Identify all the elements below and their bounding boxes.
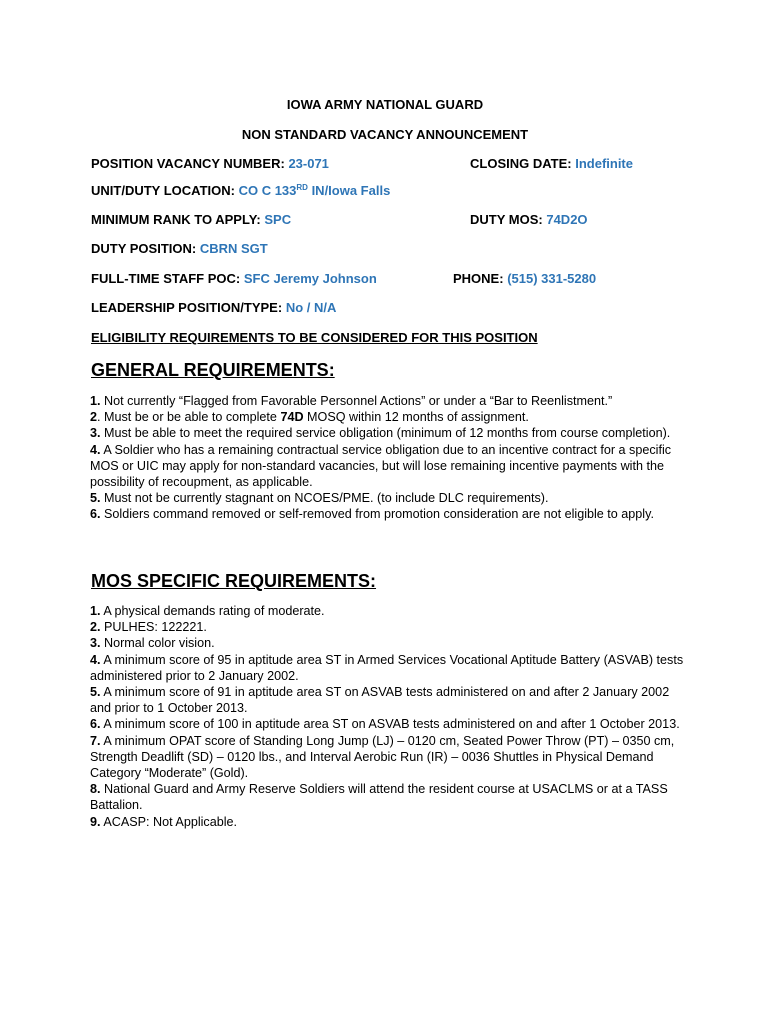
staff-poc: [91, 271, 377, 286]
general-requirement-item: [90, 425, 690, 441]
poc-value: SFC Jeremy Johnson: [243, 271, 377, 286]
item-bold-text: 74D: [280, 410, 304, 425]
item-number: 4.: [90, 652, 101, 667]
mos-requirement-item: [90, 619, 690, 635]
item-text-continued: MOSQ within 12 months of assignment.: [303, 410, 529, 425]
mos-requirement-item: [90, 733, 690, 782]
position-vacancy-value: 23-071: [288, 156, 329, 171]
item-number: 4.: [90, 442, 101, 457]
mos-requirement-item: [90, 814, 690, 830]
item-number: 5.: [90, 685, 101, 700]
general-requirements-list: [90, 393, 690, 523]
item-text: Not currently “Flagged from Favorable Personnel Actions” or under a “Bar to Reenlistment.”: [100, 394, 613, 408]
item-number: 5.: [90, 491, 101, 506]
item-number: 7.: [90, 733, 101, 748]
item-number: 6.: [90, 507, 101, 522]
min-rank-label: MINIMUM RANK TO APPLY:: [91, 212, 261, 227]
item-text: Must be able to meet the required service obligation (minimum of 12 months from course completion).: [100, 426, 671, 441]
duty-position-label: DUTY POSITION:: [91, 241, 197, 256]
mos-requirements-heading: MOS SPECIFIC REQUIREMENTS:: [91, 571, 377, 591]
mos-requirement-item: [90, 652, 690, 684]
position-vacancy-label: POSITION VACANCY NUMBER:: [91, 156, 285, 171]
item-text: Must not be currently stagnant on NCOES/PME. (to include DLC requirements).: [100, 491, 549, 506]
item-number: 2.: [90, 620, 101, 635]
duty-mos: [470, 212, 588, 227]
item-text: A minimum OPAT score of Standing Long Jump (LJ) – 0120 cm, Seated Power Throw (PT) – 0350 cm, Strength Deadlift (SD) – 0120 lbs., and Interval Aerobic Run (IR) – 0036 Shuttles in Physical Demand Category “Moderate” (Gold).: [90, 733, 675, 781]
item-number: 3.: [90, 426, 101, 441]
item-text: A Soldier who has a remaining contractual service obligation due to an incentive contract for a specific MOS or UIC may apply for non-standard vacancies, but will lose remaining incentive payments with the possibility of recoupment, as applicable.: [90, 442, 672, 490]
phone-value: (515) 331-5280: [507, 271, 597, 286]
closing-date: [470, 156, 633, 171]
mos-requirement-item: [90, 781, 690, 813]
closing-date-label: CLOSING DATE:: [470, 156, 572, 171]
mos-requirements-list: [90, 603, 690, 830]
item-number: 1.: [90, 604, 101, 618]
item-number: 8.: [90, 782, 101, 797]
phone-label: PHONE:: [453, 271, 504, 286]
leadership-position: [91, 300, 336, 315]
mos-requirement-item: [90, 603, 690, 619]
item-number: 6.: [90, 717, 101, 732]
item-number: 9.: [90, 814, 101, 829]
unit-value: CO C 133RD IN/Iowa Falls: [238, 183, 391, 198]
item-text: A minimum score of 91 in aptitude area ST on ASVAB tests administered on and after 2 January 2002 and prior to 1 October 2013.: [90, 685, 670, 716]
item-text: Soldiers command removed or self-removed from promotion consideration are not eligible to apply.: [100, 507, 654, 522]
announcement-title: NON STANDARD VACANCY ANNOUNCEMENT: [241, 127, 529, 142]
item-number: 2: [90, 410, 98, 425]
min-rank-value: SPC: [264, 212, 292, 227]
general-requirement-item: [90, 409, 690, 425]
item-text: National Guard and Army Reserve Soldiers will attend the resident course at USACLMS or at a TASS Battalion.: [90, 782, 668, 813]
item-text: ACASP: Not Applicable.: [100, 814, 238, 829]
general-requirements-heading: GENERAL REQUIREMENTS:: [91, 360, 335, 380]
general-requirement-item: [90, 506, 690, 522]
general-requirement-item: [90, 490, 690, 506]
item-text: A minimum score of 95 in aptitude area ST in Armed Services Vocational Aptitude Battery (ASVAB) tests administered prior to 2 January 2002.: [90, 652, 684, 683]
item-text: Normal color vision.: [100, 636, 215, 651]
minimum-rank: [91, 212, 291, 227]
mos-requirement-item: [90, 716, 690, 732]
unit-duty-location: [91, 183, 390, 198]
item-text: A physical demands rating of moderate.: [100, 604, 325, 618]
item-text: A minimum score of 100 in aptitude area ST on ASVAB tests administered on and after 1 October 2013.: [100, 717, 680, 732]
leadership-value: No / N/A: [285, 300, 337, 315]
item-text: PULHES: 122221.: [100, 620, 207, 635]
org-title: IOWA ARMY NATIONAL GUARD: [286, 97, 484, 112]
item-number: 1.: [90, 394, 101, 408]
general-requirement-item: [90, 442, 690, 491]
duty-mos-label: DUTY MOS:: [470, 212, 543, 227]
unit-label: UNIT/DUTY LOCATION:: [91, 183, 235, 198]
phone: [453, 271, 596, 286]
eligibility-heading: ELIGIBILITY REQUIREMENTS TO BE CONSIDERED FOR THIS POSITION: [91, 330, 538, 345]
item-number: 3.: [90, 636, 101, 651]
mos-requirement-item: [90, 635, 690, 651]
general-requirement-item: [90, 393, 690, 409]
closing-date-value: Indefinite: [575, 156, 633, 171]
mos-requirement-item: [90, 684, 690, 716]
poc-label: FULL-TIME STAFF POC:: [91, 271, 241, 286]
leadership-label: LEADERSHIP POSITION/TYPE:: [91, 300, 283, 315]
duty-position-value: CBRN SGT: [199, 241, 268, 256]
item-text: . Must be or be able to complete: [97, 410, 281, 425]
position-vacancy-number: [91, 156, 329, 171]
duty-mos-value: 74D2O: [546, 212, 588, 227]
duty-position: [91, 241, 268, 256]
